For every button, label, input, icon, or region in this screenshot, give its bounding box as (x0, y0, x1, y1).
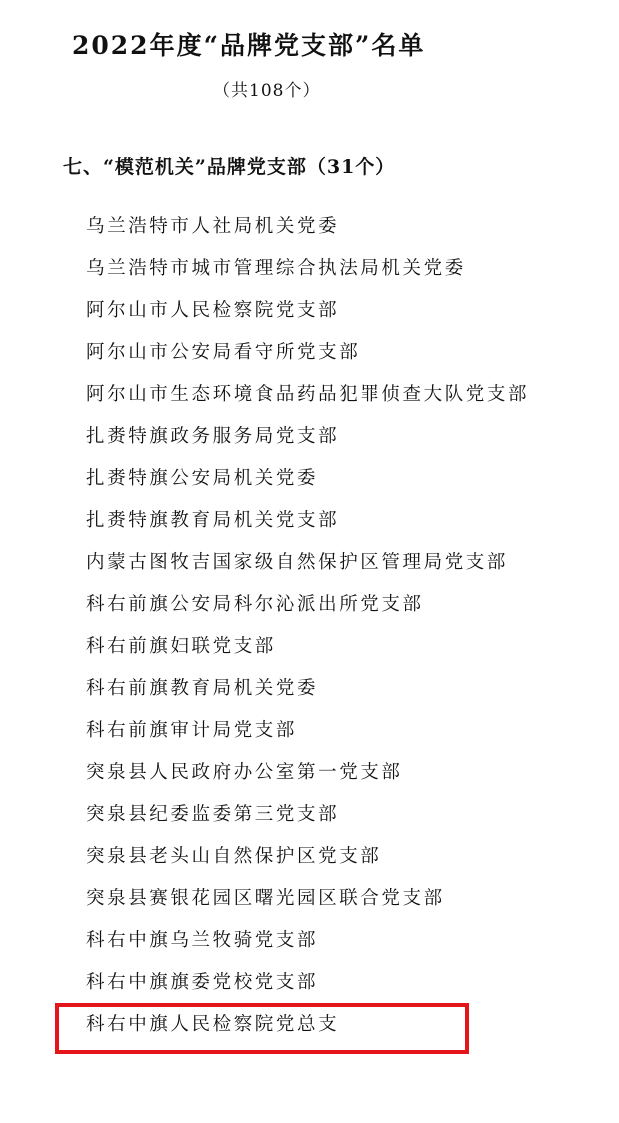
list-item: 科右前旗审计局党支部 (86, 720, 298, 741)
branch-list (86, 206, 529, 1046)
document-subtitle: （共108个） (213, 81, 321, 101)
list-item: 突泉县人民政府办公室第一党支部 (86, 762, 403, 783)
list-item: 科右中旗乌兰牧骑党支部 (86, 930, 319, 951)
highlight-box (55, 1003, 469, 1054)
list-item: 扎赉特旗公安局机关党委 (86, 468, 319, 489)
list-item: 乌兰浩特市城市管理综合执法局机关党委 (86, 258, 466, 279)
list-item: 阿尔山市生态环境食品药品犯罪侦查大队党支部 (86, 384, 530, 405)
list-item: 科右前旗妇联党支部 (86, 636, 276, 657)
list-item: 扎赉特旗政务服务局党支部 (86, 426, 340, 447)
document-title: 2022年度“品牌党支部”名单 (72, 31, 426, 60)
list-item: 内蒙古图牧吉国家级自然保护区管理局党支部 (86, 552, 509, 573)
section-heading: 七、“模范机关”品牌党支部（31个） (63, 156, 396, 178)
list-item: 科右前旗公安局科尔沁派出所党支部 (86, 594, 424, 615)
list-item: 阿尔山市公安局看守所党支部 (86, 342, 361, 363)
list-item: 突泉县赛银花园区曙光园区联合党支部 (86, 888, 445, 909)
list-item-highlighted: 科右中旗人民检察院党总支 (86, 1014, 340, 1035)
list-item: 突泉县纪委监委第三党支部 (86, 804, 340, 825)
list-item: 乌兰浩特市人社局机关党委 (86, 216, 340, 237)
list-item: 阿尔山市人民检察院党支部 (86, 300, 340, 321)
list-item: 科右前旗教育局机关党委 (86, 678, 319, 699)
list-item: 科右中旗旗委党校党支部 (86, 972, 319, 993)
list-item: 突泉县老头山自然保护区党支部 (86, 846, 382, 867)
list-item: 扎赉特旗教育局机关党支部 (86, 510, 340, 531)
